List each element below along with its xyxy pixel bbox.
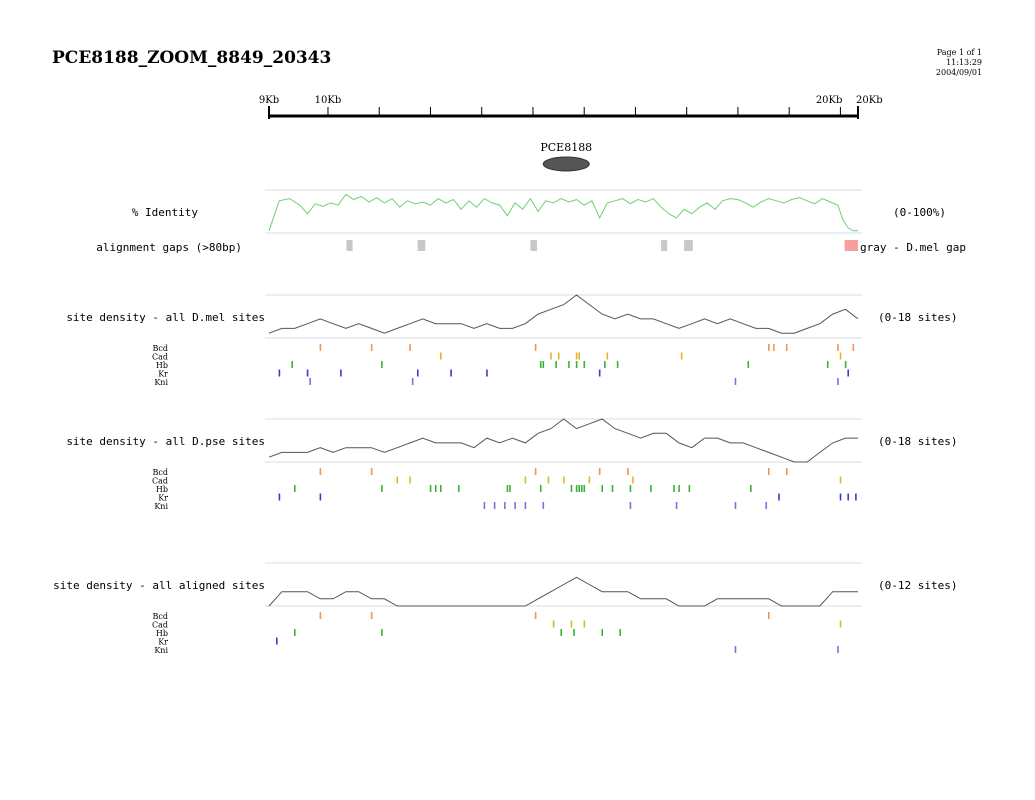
site-tick-hb <box>750 485 752 492</box>
site-tick-kni <box>543 502 545 509</box>
site-tick-bcd <box>599 468 601 475</box>
site-tick-hb <box>291 361 293 368</box>
site-tick-cad <box>558 353 560 360</box>
site-tick-hb <box>604 361 606 368</box>
site-tick-kni <box>504 502 506 509</box>
site-tick-kr <box>855 494 857 501</box>
site-tick-cad <box>584 621 586 628</box>
site-tick-bcd <box>371 344 373 351</box>
site-tick-cad <box>840 477 842 484</box>
site-tick-cad <box>681 353 683 360</box>
site-tick-hb <box>568 361 570 368</box>
site-tick-hb <box>601 629 603 636</box>
element-ellipse <box>543 157 589 171</box>
page-title: PCE8188_ZOOM_8849_20343 <box>52 48 332 68</box>
site-tick-hb <box>747 361 749 368</box>
site-tick-kni <box>412 378 414 385</box>
site-tick-bcd <box>768 612 770 619</box>
site-tick-kr <box>417 370 419 377</box>
site-tick-kni <box>765 502 767 509</box>
site-tick-hb <box>619 629 621 636</box>
site-tick-kni <box>735 378 737 385</box>
site-tick-hb <box>578 485 580 492</box>
site-tick-hb <box>689 485 691 492</box>
site-tick-bcd <box>768 468 770 475</box>
site-tick-hb <box>630 485 632 492</box>
factor-label: Bcd <box>152 468 168 477</box>
site-tick-kni <box>735 502 737 509</box>
factor-label: Kni <box>154 378 168 387</box>
site-tick-cad <box>396 477 398 484</box>
site-tick-hb <box>581 485 583 492</box>
site-tick-cad <box>525 477 527 484</box>
factor-label: Cad <box>151 476 168 486</box>
page-number: Page 1 of 1 <box>936 48 982 57</box>
site-tick-kr <box>279 494 281 501</box>
site-tick-hb <box>294 629 296 636</box>
site-tick-hb <box>381 485 383 492</box>
factor-label: Cad <box>151 620 168 630</box>
site-tick-hb <box>507 485 509 492</box>
element-label: PCE8188 <box>540 141 593 154</box>
site-tick-cad <box>409 477 411 484</box>
site-tick-kr <box>320 494 322 501</box>
site-tick-kr <box>450 370 452 377</box>
site-tick-cad <box>576 353 578 360</box>
site-tick-kni <box>494 502 496 509</box>
site-tick-kni <box>676 502 678 509</box>
site-tick-hb <box>573 629 575 636</box>
site-tick-cad <box>578 353 580 360</box>
site-tick-hb <box>458 485 460 492</box>
factor-label: Kni <box>154 502 168 511</box>
site-tick-kni <box>525 502 527 509</box>
density-line <box>269 577 858 606</box>
site-tick-cad <box>571 621 573 628</box>
site-tick-hb <box>673 485 675 492</box>
site-tick-hb <box>543 361 545 368</box>
density-label: site density - all D.mel sites <box>66 311 265 324</box>
site-tick-kr <box>276 638 278 645</box>
site-tick-kr <box>279 370 281 377</box>
site-tick-kni <box>309 378 311 385</box>
site-tick-cad <box>550 353 552 360</box>
site-tick-bcd <box>627 468 629 475</box>
site-tick-cad <box>440 353 442 360</box>
site-tick-cad <box>563 477 565 484</box>
site-tick-hb <box>576 485 578 492</box>
site-tick-bcd <box>535 344 537 351</box>
density-range: (0-18 sites) <box>878 435 958 448</box>
factor-label: Hb <box>155 629 168 638</box>
site-tick-kr <box>340 370 342 377</box>
site-tick-kr <box>847 494 849 501</box>
print-time: 11:13:29 <box>946 58 982 67</box>
site-tick-hb <box>509 485 511 492</box>
ruler-label: 10Kb <box>314 95 342 106</box>
site-tick-kr <box>486 370 488 377</box>
site-tick-hb <box>845 361 847 368</box>
factor-label: Hb <box>155 361 168 370</box>
site-tick-kr <box>307 370 309 377</box>
density-line <box>269 419 858 462</box>
site-tick-hb <box>555 361 557 368</box>
gaps-legend: gray - D.mel gap <box>860 241 966 254</box>
site-tick-hb <box>617 361 619 368</box>
site-tick-kr <box>599 370 601 377</box>
identity-range: (0-100%) <box>893 206 946 219</box>
gap-gray <box>661 240 667 251</box>
site-tick-hb <box>294 485 296 492</box>
factor-label: Bcd <box>152 612 168 621</box>
site-tick-hb <box>430 485 432 492</box>
ruler-label: 20Kb <box>856 95 883 106</box>
site-tick-kni <box>630 502 632 509</box>
site-tick-hb <box>440 485 442 492</box>
ruler-label: 9Kb <box>258 95 280 106</box>
site-tick-kni <box>837 646 839 653</box>
site-tick-cad <box>548 477 550 484</box>
site-tick-bcd <box>786 468 788 475</box>
density-label: site density - all D.pse sites <box>66 435 265 448</box>
site-tick-hb <box>576 361 578 368</box>
identity-line <box>269 194 858 231</box>
site-tick-hb <box>381 361 383 368</box>
site-tick-hb <box>540 361 542 368</box>
site-tick-cad <box>632 477 634 484</box>
gap-gray <box>684 240 693 251</box>
site-tick-hb <box>584 485 586 492</box>
site-tick-hb <box>560 629 562 636</box>
ruler-label: 20Kb <box>815 95 843 106</box>
gap-gray <box>418 240 426 251</box>
site-tick-bcd <box>320 468 322 475</box>
site-tick-cad <box>553 621 555 628</box>
site-tick-bcd <box>773 344 775 351</box>
site-tick-hb <box>612 485 614 492</box>
site-tick-kr <box>840 494 842 501</box>
site-tick-bcd <box>371 612 373 619</box>
site-tick-bcd <box>786 344 788 351</box>
site-tick-bcd <box>837 344 839 351</box>
site-tick-cad <box>607 353 609 360</box>
site-tick-bcd <box>535 612 537 619</box>
factor-label: Kr <box>158 637 168 647</box>
site-tick-bcd <box>320 344 322 351</box>
gap-pink <box>845 240 858 251</box>
site-tick-kni <box>837 378 839 385</box>
factor-label: Kni <box>154 646 168 655</box>
density-range: (0-18 sites) <box>878 311 958 324</box>
gap-gray <box>346 240 352 251</box>
site-tick-bcd <box>371 468 373 475</box>
site-tick-hb <box>584 361 586 368</box>
site-tick-hb <box>571 485 573 492</box>
gaps-label: alignment gaps (>80bp) <box>96 241 242 254</box>
site-tick-kni <box>735 646 737 653</box>
identity-label: % Identity <box>131 206 198 219</box>
factor-label: Hb <box>155 485 168 494</box>
print-date: 2004/09/01 <box>935 68 982 77</box>
site-tick-kni <box>514 502 516 509</box>
site-tick-hb <box>650 485 652 492</box>
density-line <box>269 295 858 333</box>
factor-label: Kr <box>158 493 168 503</box>
site-tick-bcd <box>853 344 855 351</box>
density-range: (0-12 sites) <box>878 579 958 592</box>
density-label: site density - all aligned sites <box>53 579 265 592</box>
site-tick-cad <box>840 353 842 360</box>
site-tick-hb <box>540 485 542 492</box>
site-tick-kr <box>847 370 849 377</box>
site-tick-hb <box>435 485 437 492</box>
factor-label: Kr <box>158 369 168 379</box>
site-tick-hb <box>601 485 603 492</box>
site-tick-hb <box>381 629 383 636</box>
factor-label: Cad <box>151 352 168 362</box>
gap-gray <box>530 240 537 251</box>
site-tick-kr <box>778 494 780 501</box>
site-tick-kni <box>484 502 486 509</box>
site-tick-bcd <box>768 344 770 351</box>
site-tick-bcd <box>409 344 411 351</box>
site-tick-cad <box>840 621 842 628</box>
site-tick-hb <box>827 361 829 368</box>
site-tick-bcd <box>535 468 537 475</box>
site-tick-hb <box>678 485 680 492</box>
factor-label: Bcd <box>152 344 168 353</box>
site-tick-bcd <box>320 612 322 619</box>
site-tick-cad <box>589 477 591 484</box>
